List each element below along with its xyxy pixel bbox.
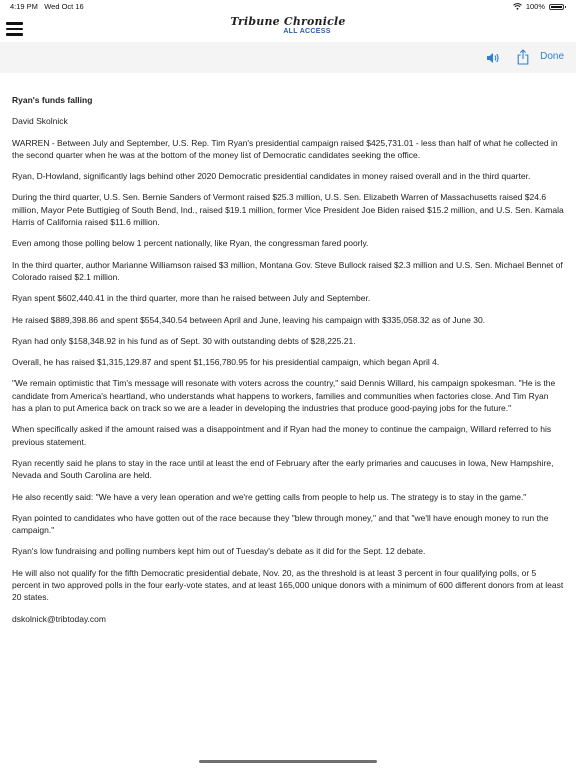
done-button[interactable]: Done [540, 51, 564, 62]
status-indicators [513, 2, 564, 11]
article-paragraph: Ryan, D-Howland, significantly lags behind other 2020 Democratic presidential candidates in money raised overall and in the third quarter. [12, 171, 531, 182]
article-paragraph: He raised $889,398.86 and spent $554,340.54 between April and June, leaving his campaign with $335,058.32 as of June 30. [12, 314, 486, 325]
article-paragraph: He also recently said: "We have a very lean operation and we're getting calls from people to help us. The strategy is to stay in the game." [12, 491, 527, 502]
article-body [12, 94, 564, 634]
wifi-icon [513, 3, 522, 10]
article-byline: David Skolnick [12, 116, 68, 127]
article-paragraph: Ryan's low fundraising and polling numbers kept him out of Tuesday's debate as it did for the Sept. 12 debate. [12, 546, 426, 557]
app-header [0, 14, 576, 42]
article-paragraph: He will also not qualify for the fifth Democratic presidential debate, Nov. 20, as the threshold is at least 3 percent in four qualifying polls, or 5 percent in two approved polls in the four early-vote states, and at least 165,000 unique donors with a minimum of 600 different donors from at least 20 states. [12, 567, 564, 603]
article-paragraph: Overall, he has raised $1,315,129.87 and spent $1,156,780.95 for his presidential campaign, which began April 4. [12, 357, 440, 368]
article-paragraph: Even among those polling below 1 percent nationally, like Ryan, the congressman fared poorly. [12, 238, 369, 249]
article-title: Ryan's funds falling [12, 95, 93, 105]
article-paragraph: WARREN - Between July and September, U.S. Rep. Tim Ryan's presidential campaign raised $425,731.01 - less than half of what he collected in the second quarter when he was at the bottom of the money list of Democratic candidates seeking the office. [12, 137, 558, 160]
article-paragraph: Ryan spent $602,440.41 in the third quarter, more than he raised between July and September. [12, 293, 371, 304]
status-time [10, 2, 84, 11]
article-paragraph: In the third quarter, author Marianne Williamson raised $3 million, Montana Gov. Steve Bullock raised $2.3 million and U.S. Sen. Michael Bennet of Colorado raised $2.1 million. [12, 259, 563, 282]
battery-percent: 100% [525, 2, 545, 11]
article-paragraph: Ryan pointed to candidates who have gotten out of the race because they "blew through money," and that "we'll have enough money to run the campaign." [12, 512, 549, 536]
article-paragraph: "We remain optimistic that Tim's message will resonate with voters across the country," said Dennis Willard, his campaign spokesman. "He is the candidate from America's heartland, who understands what happens to workers, families and communities when factories close. And Tim Ryan has a plan to put America back on track so we are a leader in developing the industries that produce good-paying jobs for the future." [12, 378, 556, 414]
article-paragraph: Ryan had only $158,348.92 in his fund as of Sept. 30 with outstanding debts of $28,225.21. [12, 335, 356, 346]
article-paragraph: Ryan recently said he plans to stay in the race until at least the end of February after the early primaries and caucuses in Iowa, New Hampshire, Nevada and South Carolina are held. [12, 457, 554, 481]
reader-toolbar [0, 42, 576, 73]
article-paragraph: When specifically asked if the amount raised was a disappointment and if Ryan had the money to continue the campaign, Willard referred to his previous statement. [12, 424, 552, 447]
status-clock: 4:19 PM [10, 2, 38, 11]
battery-icon [549, 4, 564, 10]
speaker-icon[interactable] [486, 51, 500, 69]
status-bar [0, 0, 576, 14]
logo-main-text: Tribune Chronicle [230, 15, 346, 28]
article-paragraph: During the third quarter, U.S. Sen. Bernie Sanders of Vermont raised $25.3 million, U.S. Sen. Elizabeth Warren of Massachusetts raised $24.6 million, Mayor Pete Buttigieg of South Bend, Ind., raised $19.1 million, former Vice President Joe Biden raised $15.2 million, and U.S. Sen. Kamala Harris of California raised $11.6 million. [12, 192, 564, 228]
logo-sub-text: ALL ACCESS [283, 28, 331, 35]
home-indicator[interactable] [199, 760, 377, 763]
publication-logo [0, 16, 576, 35]
share-icon[interactable] [517, 49, 529, 70]
author-email[interactable]: dskolnick@tribtoday.com [12, 613, 106, 624]
status-date: Wed Oct 16 [44, 2, 84, 11]
battery-fill [551, 6, 562, 8]
